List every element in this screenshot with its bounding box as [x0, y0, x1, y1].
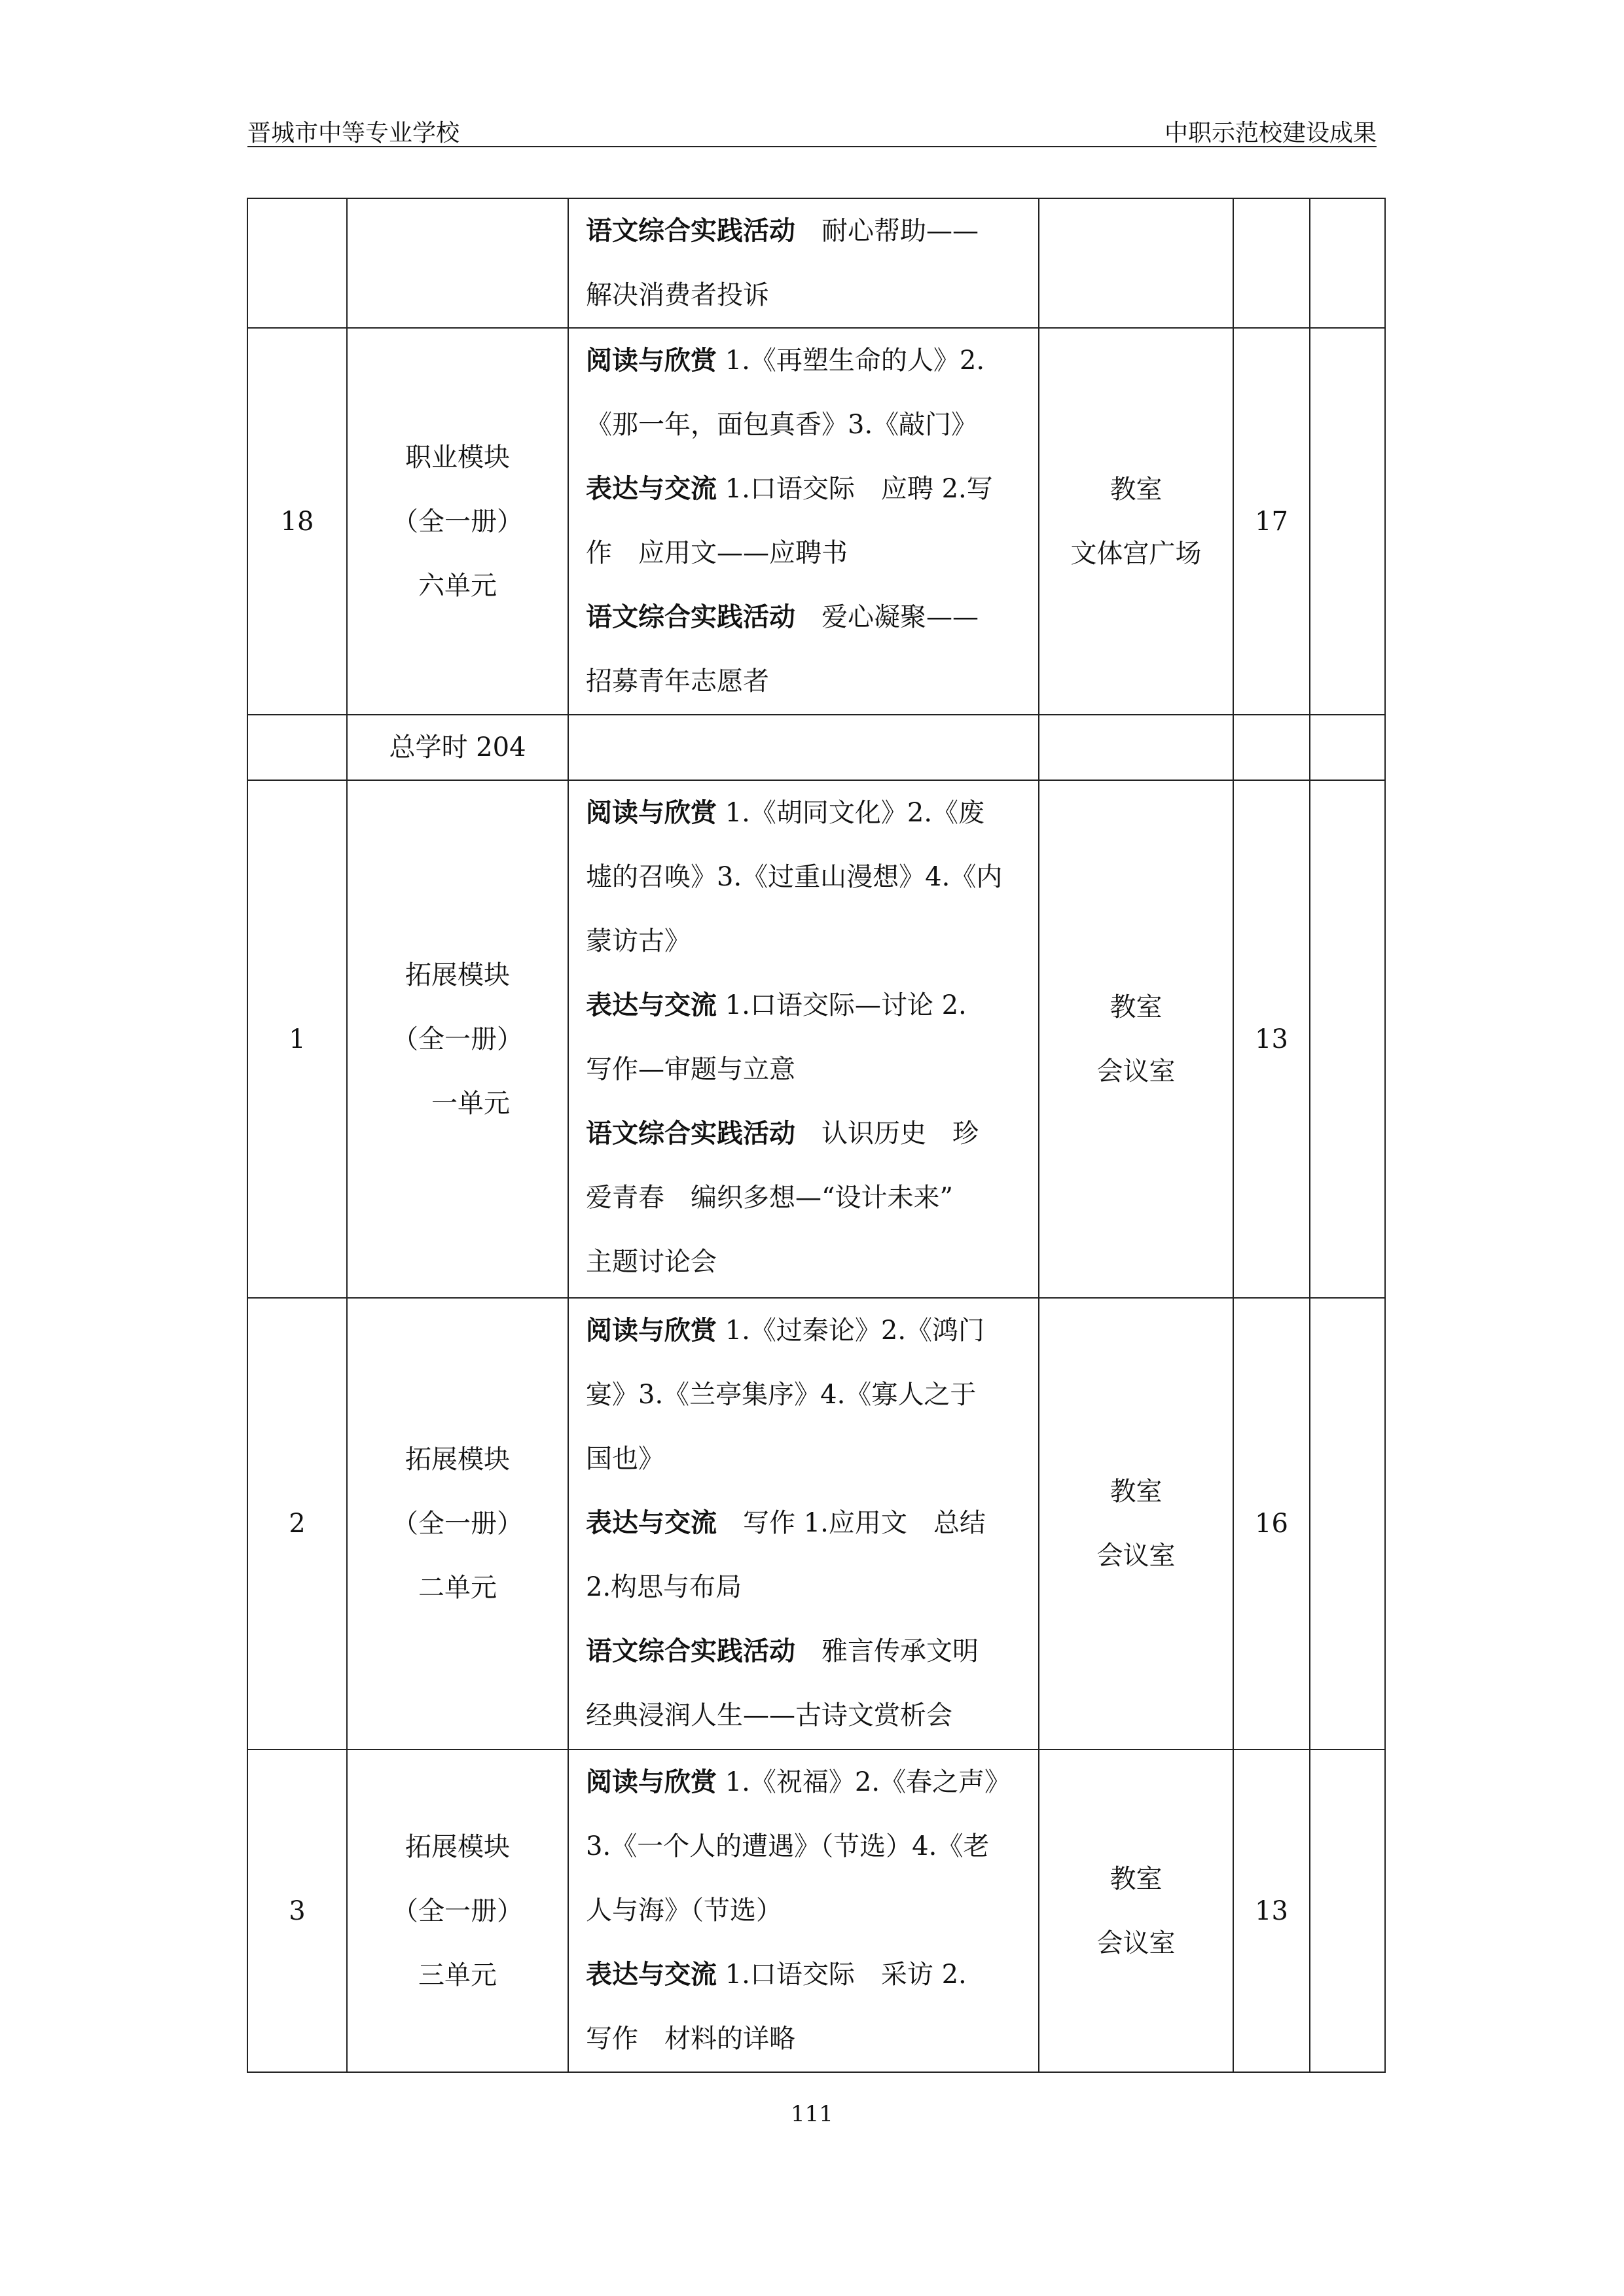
- location-line: 会议室: [1096, 1928, 1176, 1958]
- section-heading: 阅读与欣赏: [586, 798, 717, 828]
- content-line: [586, 649, 1022, 713]
- hours-value: 16: [1255, 1509, 1288, 1539]
- table-row: [247, 198, 1385, 328]
- location-cell: [1039, 328, 1233, 715]
- content-text: 1.《祝福》2.《春之声》: [717, 1767, 1011, 1797]
- location-line: 会议室: [1096, 1541, 1176, 1571]
- remarks-cell: [1310, 715, 1385, 780]
- content-line: [586, 1814, 1022, 1878]
- header-doc-title: 中职示范校建设成果: [1164, 120, 1377, 147]
- hours-cell: [1233, 1298, 1310, 1749]
- content-line: [586, 1555, 1022, 1619]
- unit-line: 总学时 204: [389, 732, 526, 762]
- remarks-cell: [1310, 328, 1385, 715]
- content-line: [586, 393, 1022, 457]
- section-heading: 阅读与欣赏: [586, 1767, 717, 1797]
- table-row: [247, 715, 1385, 780]
- content-line: [586, 1491, 1022, 1555]
- content-text: 经典浸润人生——古诗文赏析会: [586, 1700, 952, 1731]
- location-cell: [1039, 780, 1233, 1298]
- content-line: [586, 1878, 1022, 1943]
- remarks-cell: [1310, 1749, 1385, 2072]
- table-row: [247, 328, 1385, 715]
- content-line: [586, 973, 1022, 1037]
- content-text: 写作 1.应用文 总结: [717, 1508, 986, 1538]
- row-number-cell: [247, 780, 347, 1298]
- unit-cell: [347, 780, 568, 1298]
- location-line: 教室: [1110, 992, 1163, 1022]
- section-heading: 语文综合实践活动: [586, 1636, 795, 1666]
- content-text: 写作—审题与立意: [586, 1054, 795, 1085]
- table-row: [247, 1749, 1385, 2072]
- hours-cell: [1233, 198, 1310, 328]
- content-text: 墟的召唤》3.《过重山漫想》4.《内: [586, 862, 1003, 892]
- content-line: [586, 199, 1022, 263]
- content-text: 蒙访古》: [586, 926, 691, 956]
- unit-cell: [347, 715, 568, 780]
- hours-value: 13: [1255, 1895, 1288, 1926]
- row-number-cell: [247, 1298, 347, 1749]
- location-line: 教室: [1110, 474, 1163, 505]
- row-number: 1: [289, 1024, 306, 1054]
- section-heading: 阅读与欣赏: [586, 346, 717, 376]
- section-heading: 语文综合实践活动: [586, 1119, 795, 1149]
- hours-cell: [1233, 1749, 1310, 2072]
- section-heading: 阅读与欣赏: [586, 1316, 717, 1346]
- unit-line: 三单元: [418, 1960, 497, 1990]
- content-text: 人与海》（节选）: [586, 1895, 782, 1926]
- location-line: 会议室: [1096, 1056, 1176, 1086]
- content-text: 主题讨论会: [586, 1247, 717, 1277]
- content-line: [586, 1102, 1022, 1166]
- unit-line: （全一册）: [392, 1895, 523, 1926]
- row-number: 18: [280, 506, 314, 537]
- content-text: 2.构思与布局: [586, 1572, 742, 1602]
- content-cell: [568, 328, 1039, 715]
- hours-cell: [1233, 780, 1310, 1298]
- content-line: [586, 1750, 1022, 1814]
- hours-value: 13: [1255, 1024, 1288, 1054]
- section-heading: 表达与交流: [586, 990, 717, 1020]
- content-line: [586, 781, 1022, 845]
- row-number-cell: [247, 715, 347, 780]
- curriculum-table: [247, 198, 1386, 2073]
- content-text: 作 应用文——应聘书: [586, 538, 848, 568]
- unit-cell: [347, 1298, 568, 1749]
- content-text: 3.《一个人的遭遇》（节选）4.《老: [586, 1831, 990, 1861]
- remarks-cell: [1310, 1298, 1385, 1749]
- unit-cell: [347, 1749, 568, 2072]
- section-heading: 表达与交流: [586, 1508, 717, 1538]
- content-cell: [568, 1298, 1039, 1749]
- hours-cell: [1233, 328, 1310, 715]
- content-line: [586, 329, 1022, 393]
- content-line: [586, 1619, 1022, 1683]
- section-heading: 语文综合实践活动: [586, 216, 795, 246]
- content-line: [586, 2007, 1022, 2071]
- content-line: [586, 1037, 1022, 1102]
- content-line: [586, 1683, 1022, 1748]
- content-text: 1.《再塑生命的人》2.: [717, 346, 985, 376]
- remarks-cell: [1310, 780, 1385, 1298]
- location-line: 教室: [1110, 1863, 1163, 1894]
- unit-line: （全一册）: [392, 1024, 523, 1054]
- unit-line: 拓展模块: [405, 1444, 510, 1475]
- content-text: 雅言传承文明: [795, 1636, 979, 1666]
- page-header: [247, 115, 1377, 147]
- unit-line: （全一册）: [392, 1509, 523, 1539]
- hours-value: 17: [1255, 506, 1288, 537]
- row-number-cell: [247, 1749, 347, 2072]
- location-line: 教室: [1110, 1477, 1163, 1507]
- unit-cell: [347, 198, 568, 328]
- content-text: 国也》: [586, 1444, 664, 1474]
- location-cell: [1039, 198, 1233, 328]
- table-row: [247, 780, 1385, 1298]
- remarks-cell: [1310, 198, 1385, 328]
- content-text: 写作 材料的详略: [586, 2024, 795, 2054]
- content-text: 1.口语交际 采访 2.: [717, 1960, 967, 1990]
- row-number-cell: [247, 198, 347, 328]
- content-text: 爱心凝聚——: [795, 602, 979, 632]
- content-text: 认识历史 珍: [795, 1119, 979, 1149]
- content-line: [586, 263, 1022, 327]
- content-line: [586, 1943, 1022, 2007]
- unit-line: 六单元: [418, 570, 497, 601]
- content-text: 宴》3.《兰亭集序》4.《寡人之于: [586, 1380, 977, 1410]
- location-cell: [1039, 1298, 1233, 1749]
- row-number: 3: [289, 1895, 306, 1926]
- header-school-name: 晋城市中等专业学校: [247, 120, 460, 147]
- content-text: 1.《过秦论》2.《鸿门: [717, 1316, 985, 1346]
- unit-line: 拓展模块: [405, 960, 510, 990]
- content-text: 1.《胡同文化》2.《废: [717, 798, 985, 828]
- content-cell: [568, 1749, 1039, 2072]
- unit-line: 拓展模块: [405, 1831, 510, 1862]
- hours-cell: [1233, 715, 1310, 780]
- row-number: 2: [289, 1509, 306, 1539]
- content-cell: [568, 715, 1039, 780]
- content-line: [586, 521, 1022, 585]
- content-line: [586, 909, 1022, 973]
- content-cell: [568, 780, 1039, 1298]
- location-line: 文体宫广场: [1070, 538, 1202, 569]
- row-number-cell: [247, 328, 347, 715]
- location-cell: [1039, 1749, 1233, 2072]
- content-line: [586, 457, 1022, 521]
- content-line: [586, 1166, 1022, 1230]
- content-text: 耐心帮助——: [795, 216, 979, 246]
- content-line: [586, 1299, 1022, 1363]
- content-text: 解决消费者投诉: [586, 280, 769, 310]
- content-text: 《那一年，面包真香》3.《敲门》: [586, 410, 978, 440]
- content-cell: [568, 198, 1039, 328]
- content-text: 1.口语交际—讨论 2.: [717, 990, 967, 1020]
- content-line: [586, 585, 1022, 649]
- page-number: 111: [791, 2101, 833, 2127]
- content-line: [586, 1427, 1022, 1491]
- unit-line: 二单元: [418, 1573, 497, 1603]
- content-text: 爱青春 编织多想—“设计未来”: [586, 1183, 953, 1213]
- content-line: [586, 1230, 1022, 1294]
- content-text: 1.口语交际 应聘 2.写: [717, 474, 993, 504]
- content-text: 招募青年志愿者: [586, 666, 769, 696]
- location-cell: [1039, 715, 1233, 780]
- unit-line: 职业模块: [405, 442, 510, 473]
- section-heading: 表达与交流: [586, 1960, 717, 1990]
- content-line: [586, 1363, 1022, 1427]
- content-line: [586, 845, 1022, 909]
- section-heading: 语文综合实践活动: [586, 602, 795, 632]
- unit-cell: [347, 328, 568, 715]
- table-row: [247, 1298, 1385, 1749]
- unit-line: （全一册）: [392, 506, 523, 537]
- unit-line: 一单元: [405, 1088, 510, 1119]
- section-heading: 表达与交流: [586, 474, 717, 504]
